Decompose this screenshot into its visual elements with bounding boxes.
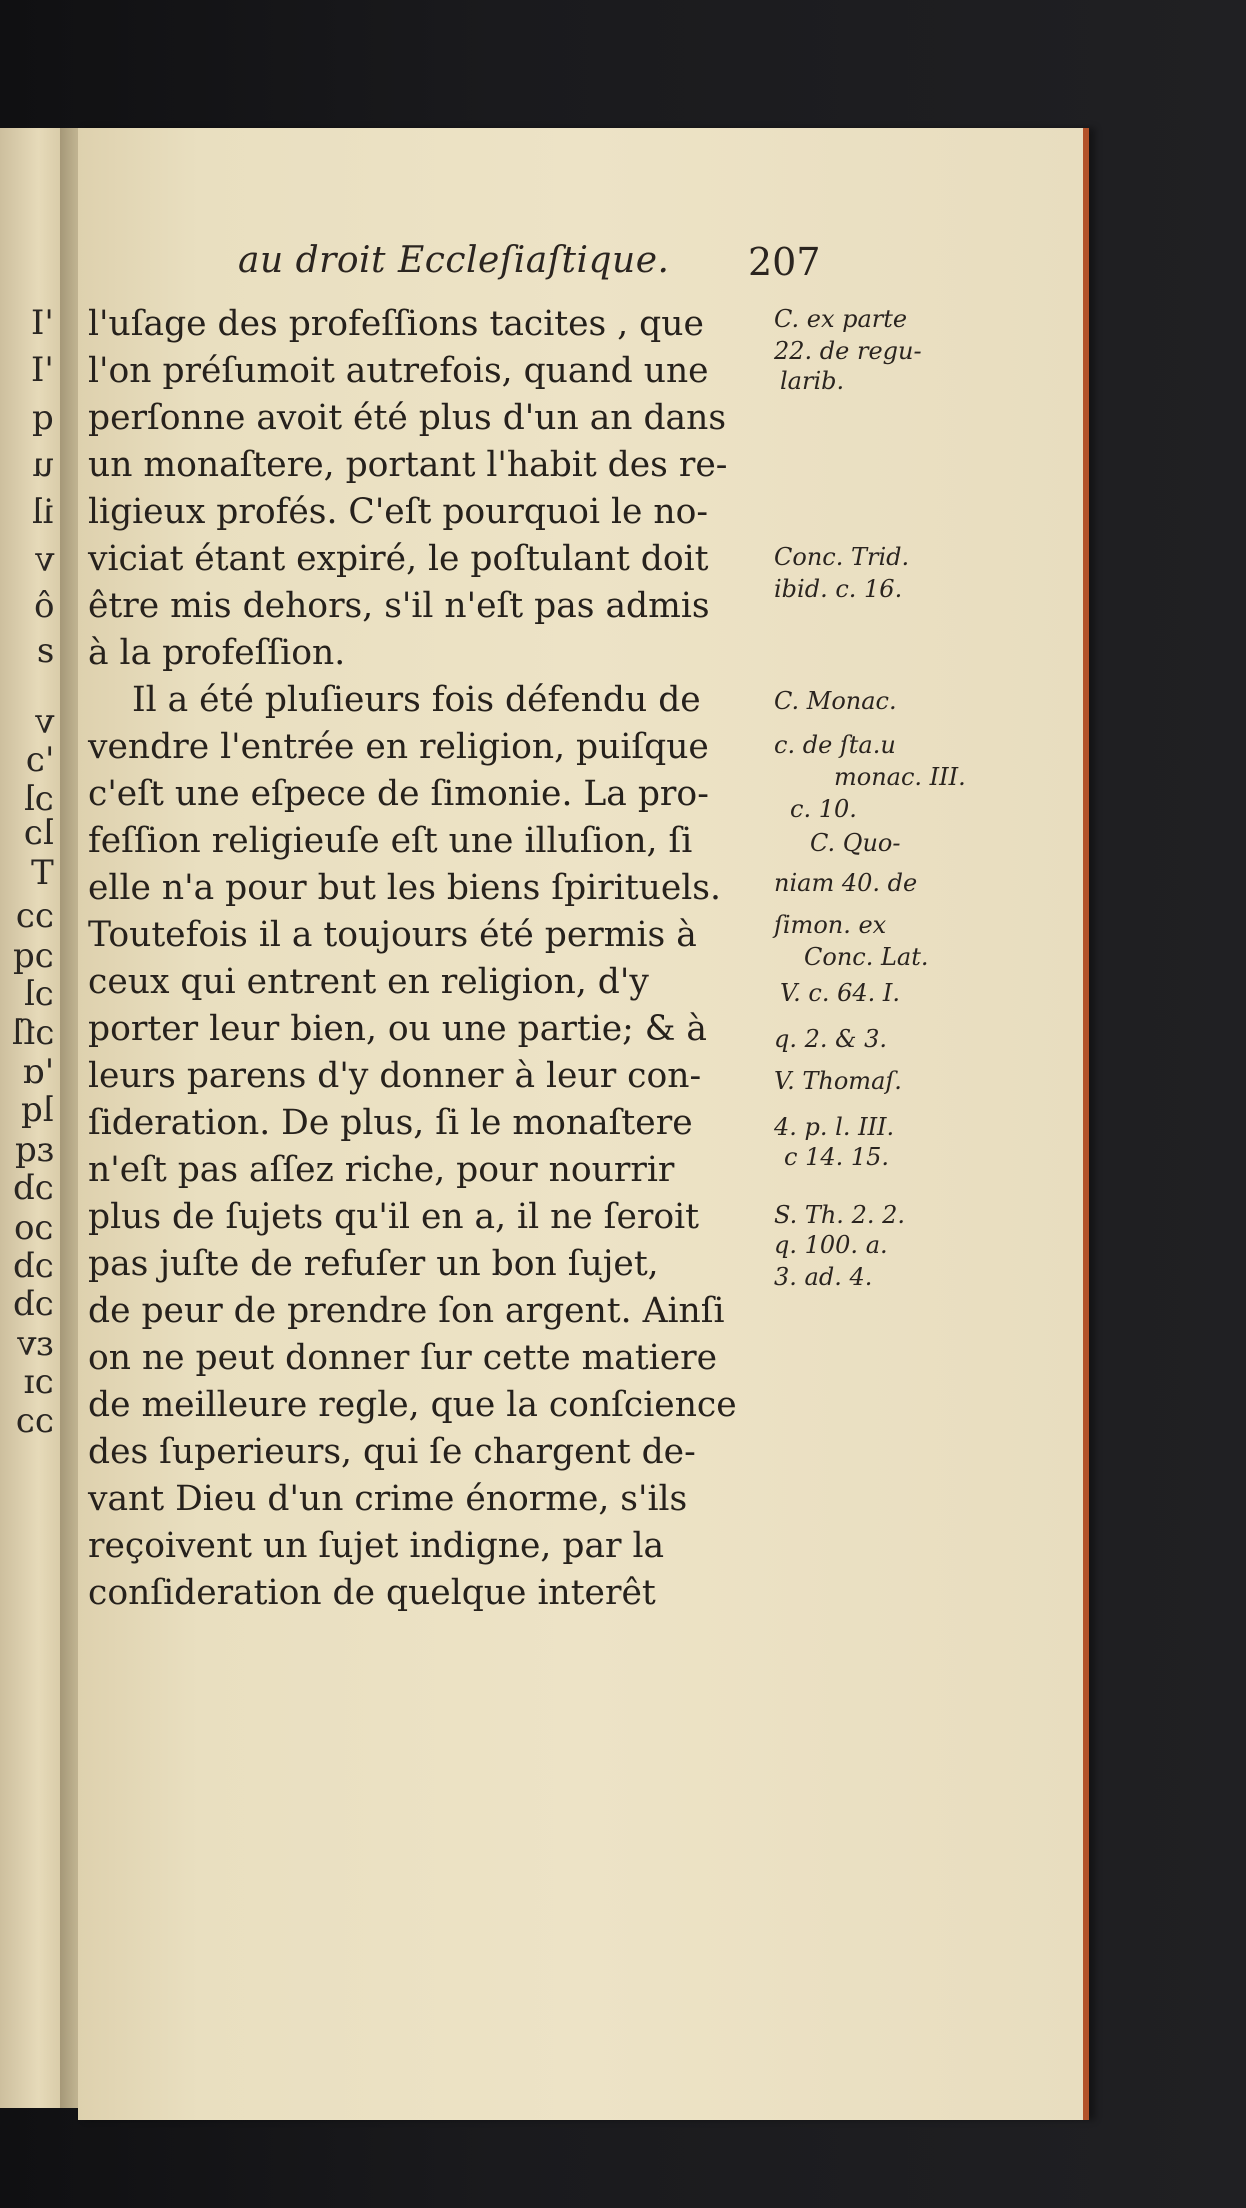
marginal-note: q. 100. a.	[774, 1231, 888, 1259]
marginal-note: Conc. Lat.	[804, 943, 929, 971]
marginal-note: c. 10.	[790, 795, 857, 823]
facing-page-fragment: ô	[33, 586, 54, 626]
text-line: on ne peut donner ſur cette matiere	[88, 1338, 718, 1378]
text-line: pas juſte de refuſer un bon ſujet,	[88, 1244, 659, 1284]
marginal-note: 22. de regu-	[774, 337, 922, 365]
text-line: leurs parens d'y donner à leur con-	[88, 1056, 702, 1096]
facing-page-fragment: ɔl	[24, 974, 54, 1014]
marginal-note: C. ex parte	[774, 305, 908, 333]
text-line: elle n'a pour but les biens ſpirituels.	[88, 868, 721, 908]
text-line: de peur de prendre ſon argent. Ainſi	[88, 1291, 725, 1331]
facing-page-fragment: ɔɔ	[15, 896, 54, 936]
marginal-note: q. 2. & 3.	[774, 1025, 888, 1053]
text-line: Il a été pluſieurs fois défendu de	[132, 680, 701, 720]
text-line: des ſuperieurs, qui ſe chargent de-	[88, 1432, 696, 1472]
facing-page-fragment: v	[34, 702, 54, 742]
text-line: Toutefois il a toujours été permis à	[88, 915, 697, 955]
facing-page-fragment: ɔɔ	[15, 1401, 54, 1441]
marginal-note: S. Th. 2. 2.	[774, 1201, 905, 1229]
facing-page-fragment: ƨ	[36, 631, 54, 671]
marginal-note: niam 40. de	[774, 869, 918, 897]
facing-page-fragment: ɛv	[17, 1324, 54, 1364]
marginal-note: c 14. 15.	[784, 1143, 890, 1171]
text-line: à la profeſſion.	[88, 633, 346, 673]
marginal-note: C. Quo-	[810, 829, 901, 857]
marginal-note: 4. p. l. III.	[774, 1113, 895, 1141]
text-line: vant Dieu d'un crime énorme, s'ils	[88, 1479, 688, 1519]
facing-page-fragment: u	[32, 445, 54, 485]
text-line: feſſion religieuſe eſt une illuſion, ſi	[88, 821, 693, 861]
facing-page-fragment: 'ɑ	[22, 1052, 54, 1092]
marginal-note: ſimon. ex	[774, 911, 887, 939]
running-head	[238, 240, 878, 300]
facing-page-fragment: ɔɪ	[24, 1362, 54, 1402]
facing-page-fragment: ɔſl	[11, 1013, 54, 1053]
marginal-note: 3. ad. 4.	[774, 1263, 873, 1291]
text-line: conſideration de quelque interêt	[88, 1573, 656, 1613]
text-line: reçoivent un ſujet indigne, par la	[88, 1526, 665, 1566]
facing-page-fragment: lq	[21, 1090, 54, 1130]
running-head-title: au droit Eccleſiaſtique.	[238, 240, 670, 281]
facing-page-fragment: ɔb	[13, 1284, 54, 1324]
facing-page-fragment: ɔl	[24, 779, 54, 819]
page-number: 207	[748, 240, 821, 284]
facing-page-text-edge	[0, 128, 64, 2108]
facing-page-fragment: lɔ	[24, 813, 54, 853]
facing-page-fragment: ɔq	[13, 936, 54, 976]
marginal-note: ibid. c. 16.	[774, 575, 903, 603]
page-content	[78, 128, 1083, 2120]
text-line: ligieux profés. C'eſt pourquoi le no-	[88, 492, 709, 532]
facing-page-fragment: v	[34, 540, 54, 580]
text-line: ſideration. De plus, ſi le monaſtere	[88, 1103, 693, 1143]
marginal-note: monac. III.	[834, 763, 966, 791]
text-line: être mis dehors, s'il n'eſt pas admis	[88, 586, 710, 626]
text-line: perſonne avoit été plus d'un an dans	[88, 398, 727, 438]
facing-page-fragment: ɔo	[14, 1208, 54, 1248]
facing-page-fragment: ɛq	[14, 1130, 54, 1170]
text-line: plus de ſujets qu'il en a, il ne ſeroit	[88, 1197, 700, 1237]
facing-page-fragment: q	[32, 398, 54, 438]
text-line: c'eſt une eſpece de ſimonie. La pro-	[88, 774, 709, 814]
text-line: l'on préſumoit autrefois, quand une	[88, 351, 709, 391]
marginal-note: V. Thomaſ.	[774, 1067, 902, 1095]
text-line: n'eſt pas aſſez riche, pour nourrir	[88, 1150, 675, 1190]
text-line: l'uſage des profeſſions tacites , que	[88, 304, 704, 344]
marginal-note: V. c. 64. I.	[780, 979, 900, 1007]
facing-page-fragment: T	[31, 853, 54, 893]
marginal-note: Conc. Trid.	[774, 543, 910, 571]
facing-page-fragment: 'I	[31, 303, 54, 343]
book-page	[78, 128, 1089, 2120]
marginal-note: larib.	[780, 367, 845, 395]
marginal-note: C. Monac.	[774, 687, 897, 715]
text-line: un monaſtere, portant l'habit des re-	[88, 445, 728, 485]
text-line: vendre l'entrée en religion, puiſque	[88, 727, 709, 767]
facing-page-fragment: ɔb	[13, 1246, 54, 1286]
facing-page-fragment: il	[32, 492, 54, 532]
marginal-note: c. de ſta.u	[774, 731, 896, 759]
text-line: ceux qui entrent en religion, d'y	[88, 962, 649, 1002]
facing-page-fragment: ɔb	[13, 1168, 54, 1208]
text-line: viciat étant expiré, le poſtulant doit	[88, 539, 709, 579]
facing-page-fragment: 'ɔ	[25, 740, 54, 780]
facing-page-fragment: 'I	[31, 350, 54, 390]
text-line: de meilleure regle, que la conſcience	[88, 1385, 737, 1425]
text-line: porter leur bien, ou une partie; & à	[88, 1009, 707, 1049]
